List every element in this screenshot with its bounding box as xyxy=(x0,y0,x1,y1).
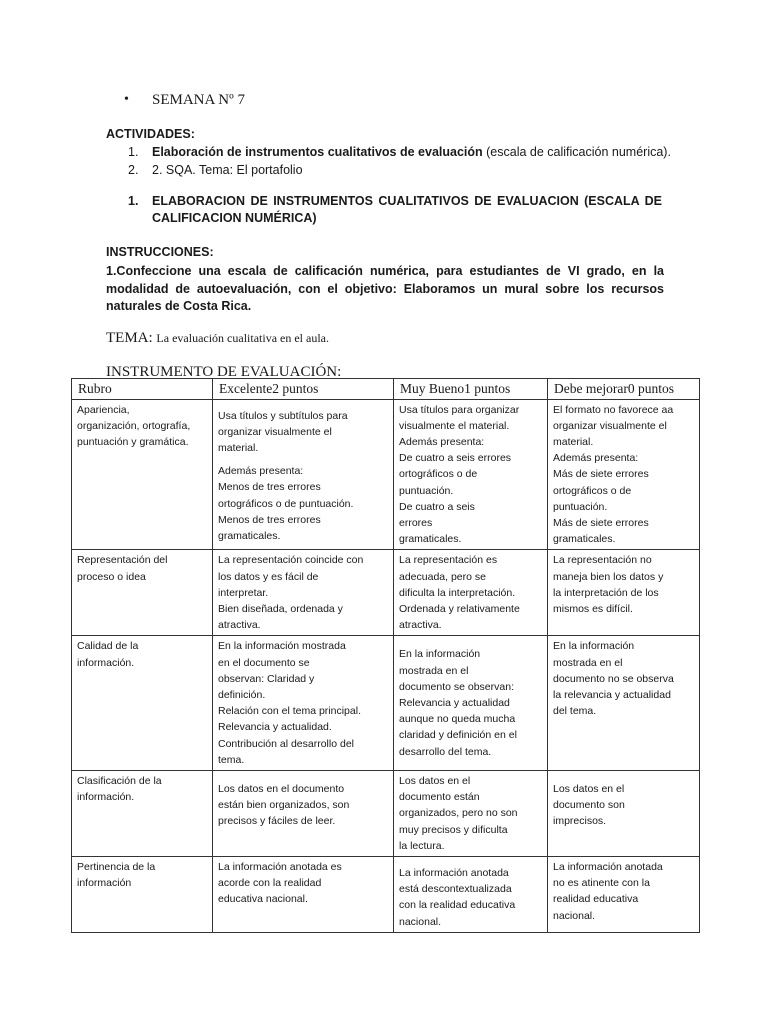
cell-line: imprecisos. xyxy=(553,815,607,828)
cell-line: proceso o idea xyxy=(77,570,146,583)
rubric-table-body xyxy=(72,399,700,932)
cell-line: ortográficos o de xyxy=(553,484,632,497)
cell-line: observan: Claridad y xyxy=(218,672,315,685)
cell-line: organizados, pero no son xyxy=(399,807,518,820)
cell-rubro xyxy=(72,550,213,636)
instructions-text xyxy=(106,263,664,316)
cell-line: Apariencia, xyxy=(77,403,130,416)
activity-item-number: 1. xyxy=(128,145,139,159)
cell-line: la interpretación de los xyxy=(553,586,659,599)
cell-excelente xyxy=(213,550,394,636)
cell-line: mismos es difícil. xyxy=(553,602,633,615)
cell-line: En la información mostrada xyxy=(218,640,346,653)
cell-gap xyxy=(218,456,388,463)
cell-line: Contribución al desarrollo del xyxy=(218,737,354,750)
cell-line: puntuación. xyxy=(553,500,608,513)
cell-line: La representación es xyxy=(399,554,498,567)
cell-muy-bueno xyxy=(394,636,548,771)
cell-line: La información anotada xyxy=(399,866,509,879)
topic-value: La evaluación cualitativa en el aula. xyxy=(156,331,329,345)
activity-item-bold: Elaboración de instrumentos cualitativos de evaluación xyxy=(152,145,483,159)
cell-line: atractiva. xyxy=(218,619,261,632)
topic-label: TEMA: xyxy=(106,330,153,346)
cell-line: interpretar. xyxy=(218,586,269,599)
section-heading-text: ELABORACION DE INSTRUMENTOS CUALITATIVOS DE EVALUACION (ESCALA DE CALIFICACION NUMÉRICA) xyxy=(152,194,662,225)
cell-line: nacional. xyxy=(553,909,596,922)
cell-line: tema. xyxy=(218,753,245,766)
table-row xyxy=(72,856,700,932)
cell-line: claridad y definición en el xyxy=(399,729,517,742)
activity-item-text: 2. SQA. Tema: El portafolio xyxy=(152,163,303,177)
section-heading-number: 1. xyxy=(128,194,139,208)
bullet-icon: • xyxy=(124,92,129,107)
cell-line: Calidad de la xyxy=(77,640,139,653)
cell-line: ortográficos o de xyxy=(399,468,478,481)
cell-line: Ordenada y relativamente xyxy=(399,602,520,615)
cell-line: Los datos en el xyxy=(399,774,471,787)
cell-line: está descontextualizada xyxy=(399,883,512,896)
cell-line: puntuación. xyxy=(399,484,454,497)
cell-line: ortográficos o de puntuación. xyxy=(218,497,354,510)
cell-line: En la información xyxy=(553,640,635,653)
cell-line: La información anotada es xyxy=(218,860,342,873)
cell-line: la lectura. xyxy=(399,839,445,852)
cell-line: En la información xyxy=(399,648,481,661)
topic-line xyxy=(106,330,329,347)
cell-line: acorde con la realidad xyxy=(218,877,322,890)
cell-line: realidad educativa xyxy=(553,893,639,906)
cell-line: Relación con el tema principal. xyxy=(218,705,361,718)
cell-excelente xyxy=(213,399,394,550)
cell-rubro xyxy=(72,636,213,771)
cell-line: Menos de tres errores xyxy=(218,481,321,494)
cell-line: Usa títulos y subtítulos para xyxy=(218,409,348,422)
cell-line: Menos de tres errores xyxy=(218,513,321,526)
header-rubro: Rubro xyxy=(72,379,213,400)
table-row xyxy=(72,636,700,771)
cell-line: mostrada en el xyxy=(399,664,469,677)
cell-muy-bueno xyxy=(394,399,548,550)
cell-line: precisos y fáciles de leer. xyxy=(218,815,336,828)
cell-line: documento se observan: xyxy=(399,680,514,693)
header-excelente: Excelente2 puntos xyxy=(213,379,394,400)
cell-line: atractiva. xyxy=(399,619,442,632)
cell-line: maneja bien los datos y xyxy=(553,570,664,583)
cell-line: información. xyxy=(77,791,135,804)
activity-item-number: 2. xyxy=(128,163,139,177)
cell-line: documento son xyxy=(553,799,625,812)
cell-line: organizar visualmente el xyxy=(553,419,667,432)
cell-debe-mejorar xyxy=(548,770,700,856)
cell-line: La representación coincide con xyxy=(218,554,364,567)
cell-line: Además presenta: xyxy=(553,452,639,465)
cell-line: dificulta la interpretación. xyxy=(399,586,516,599)
cell-line: De cuatro a seis errores xyxy=(399,452,512,465)
cell-line: Relevancia y actualidad xyxy=(399,696,510,709)
cell-rubro xyxy=(72,856,213,932)
cell-line: Los datos en el documento xyxy=(218,782,345,795)
cell-line: La información anotada xyxy=(553,860,663,873)
cell-line: mostrada en el xyxy=(553,656,623,669)
cell-line: Clasificación de la xyxy=(77,774,162,787)
cell-line: organizar visualmente el xyxy=(218,425,332,438)
cell-muy-bueno xyxy=(394,550,548,636)
cell-line: la relevancia y actualidad xyxy=(553,688,671,701)
cell-rubro xyxy=(72,770,213,856)
cell-muy-bueno xyxy=(394,770,548,856)
cell-line: gramaticales. xyxy=(218,529,281,542)
week-title: SEMANA Nº 7 xyxy=(152,92,245,108)
cell-debe-mejorar xyxy=(548,856,700,932)
cell-line: errores xyxy=(399,516,433,529)
cell-line: aunque no queda mucha xyxy=(399,713,516,726)
cell-line: puntuación y gramática. xyxy=(77,435,189,448)
cell-line: material. xyxy=(553,435,594,448)
instructions-label: INSTRUCCIONES: xyxy=(106,245,214,259)
cell-line: los datos y es fácil de xyxy=(218,570,319,583)
activities-label: ACTIVIDADES: xyxy=(106,127,195,141)
cell-line: Relevancia y actualidad. xyxy=(218,721,332,734)
cell-line: nacional. xyxy=(399,915,442,928)
cell-line: Bien diseñada, ordenada y xyxy=(218,602,343,615)
cell-line: La representación no xyxy=(553,554,652,567)
cell-line: visualmente el material. xyxy=(399,419,510,432)
cell-line: Más de siete errores xyxy=(553,468,649,481)
cell-muy-bueno xyxy=(394,856,548,932)
cell-line: Pertinencia de la xyxy=(77,860,156,873)
header-muy-bueno: Muy Bueno1 puntos xyxy=(394,379,548,400)
cell-line: material. xyxy=(218,441,259,454)
cell-line: información xyxy=(77,877,132,890)
cell-debe-mejorar xyxy=(548,636,700,771)
cell-line: De cuatro a seis xyxy=(399,500,475,513)
header-debe-mejorar: Debe mejorar0 puntos xyxy=(548,379,700,400)
cell-line: gramaticales. xyxy=(399,533,462,546)
cell-line: información. xyxy=(77,656,135,669)
cell-excelente xyxy=(213,770,394,856)
table-row xyxy=(72,550,700,636)
cell-line: El formato no favorece aa xyxy=(553,403,674,416)
cell-line: Además presenta: xyxy=(399,435,485,448)
cell-line: desarrollo del tema. xyxy=(399,745,492,758)
cell-line: Usa títulos para organizar xyxy=(399,403,520,416)
cell-line: organización, ortografía, xyxy=(77,419,191,432)
cell-excelente xyxy=(213,636,394,771)
cell-line: no es atinente con la xyxy=(553,877,650,890)
instructions-text-b: Elaboramos un mural sobre los recursos naturales de Costa Rica. xyxy=(106,281,664,313)
instructions-text-a: 1.Confeccione una escala de calificación numérica, para estudiantes de VI grado, en la modalidad de autoevaluación, con el objetivo: xyxy=(106,264,664,296)
rubric-table xyxy=(71,378,700,933)
instrument-title: INSTRUMENTO DE EVALUACIÓN: xyxy=(106,364,342,380)
cell-line: educativa nacional. xyxy=(218,893,308,906)
cell-line: están bien organizados, son xyxy=(218,799,350,812)
cell-line: con la realidad educativa xyxy=(399,899,516,912)
cell-debe-mejorar xyxy=(548,399,700,550)
cell-excelente xyxy=(213,856,394,932)
cell-line: Además presenta: xyxy=(218,465,304,478)
cell-line: documento no se observa xyxy=(553,672,674,685)
cell-line: definición. xyxy=(218,688,266,701)
cell-line: Más de siete errores xyxy=(553,516,649,529)
cell-line: Los datos en el xyxy=(553,782,625,795)
activity-item-rest: (escala de calificación numérica). xyxy=(482,145,671,159)
cell-line: muy precisos y dificulta xyxy=(399,823,508,836)
cell-line: documento están xyxy=(399,791,480,804)
cell-debe-mejorar xyxy=(548,550,700,636)
table-header-row xyxy=(72,379,700,400)
cell-line: del tema. xyxy=(553,705,597,718)
cell-line: adecuada, pero se xyxy=(399,570,486,583)
activity-item-text xyxy=(152,145,671,159)
cell-line: gramaticales. xyxy=(553,533,616,546)
cell-line: Representación del xyxy=(77,554,168,567)
cell-line: en el documento se xyxy=(218,656,310,669)
cell-rubro xyxy=(72,399,213,550)
table-row xyxy=(72,770,700,856)
table-row xyxy=(72,399,700,550)
